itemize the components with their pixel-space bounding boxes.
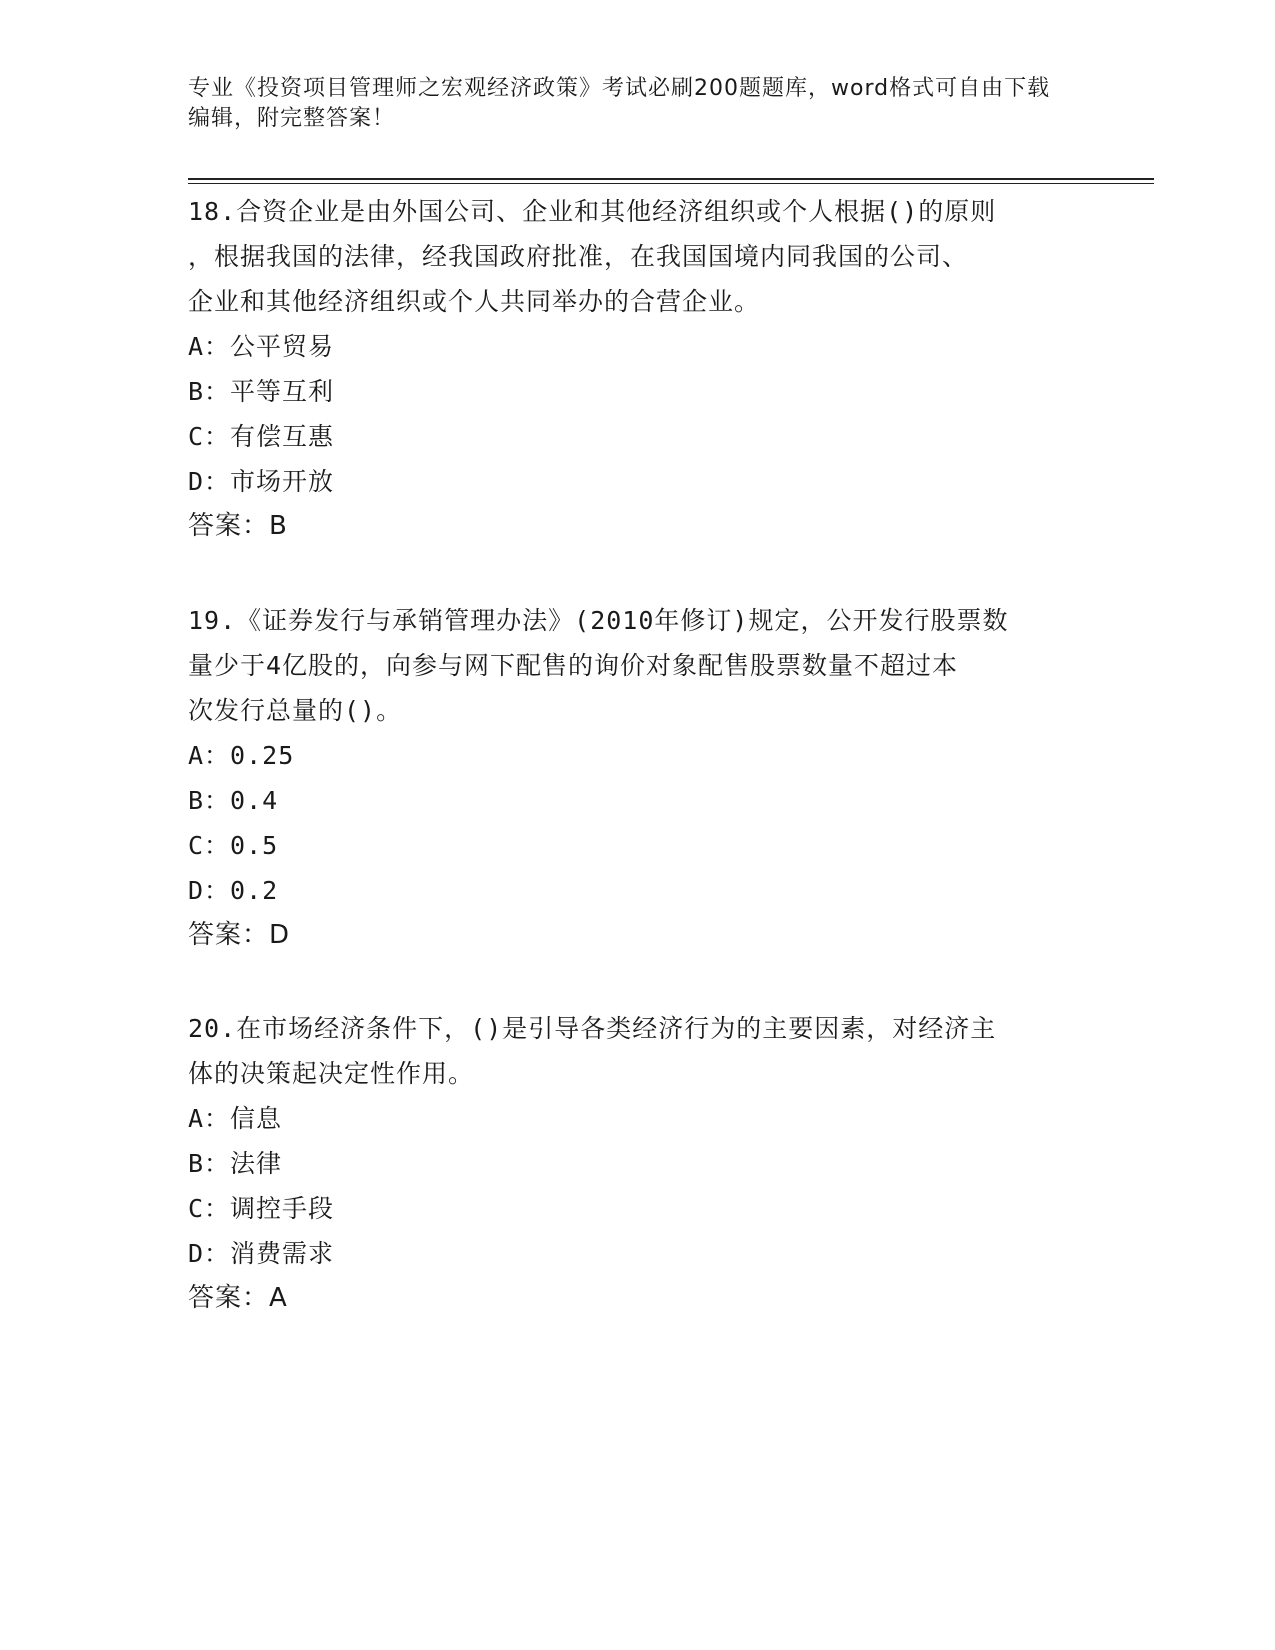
option-a: A：公平贸易 (188, 332, 335, 361)
option-b: B：法律 (188, 1149, 283, 1178)
option-c: C：调控手段 (188, 1194, 335, 1223)
document-header: 专业《投资项目管理师之宏观经济政策》考试必刷200题题库，word格式可自由下载编辑，附完整答案！ (188, 76, 1051, 131)
question-20 (188, 1006, 1088, 1321)
header-rule-thick (188, 178, 1154, 180)
option-b: B：0.4 (188, 786, 279, 815)
answer: 答案：B (188, 511, 288, 541)
option-c: C：有偿互惠 (188, 422, 335, 451)
option-a: A：0.25 (188, 741, 295, 770)
question-stem-line: 企业和其他经济组织或个人共同举办的合营企业。 (188, 287, 761, 316)
question-stem-line: 20.在市场经济条件下，()是引导各类经济行为的主要因素，对经济主 (188, 1014, 997, 1043)
option-b: B：平等互利 (188, 377, 335, 406)
question-stem-line: 体的决策起决定性作用。 (188, 1059, 475, 1088)
question-stem-line: 19.《证券发行与承销管理办法》(2010年修订)规定，公开发行股票数 (188, 606, 1009, 635)
option-d: D：消费需求 (188, 1239, 335, 1268)
option-a: A：信息 (188, 1104, 283, 1133)
question-19 (188, 598, 1088, 958)
question-stem-line: 18.合资企业是由外国公司、企业和其他经济组织或个人根据()的原则 (188, 197, 997, 226)
option-c: C：0.5 (188, 831, 279, 860)
question-stem-line: ，根据我国的法律，经我国政府批准，在我国国境内同我国的公司、 (188, 242, 969, 271)
option-d: D：市场开放 (188, 467, 335, 496)
option-d: D：0.2 (188, 876, 279, 905)
header-rule-thin (188, 183, 1154, 184)
question-stem-line: 次发行总量的()。 (188, 696, 403, 725)
answer: 答案：D (188, 920, 291, 950)
answer: 答案：A (188, 1283, 288, 1313)
question-18 (188, 189, 1088, 549)
question-stem-line: 量少于4亿股的，向参与网下配售的询价对象配售股票数量不超过本 (188, 651, 959, 680)
